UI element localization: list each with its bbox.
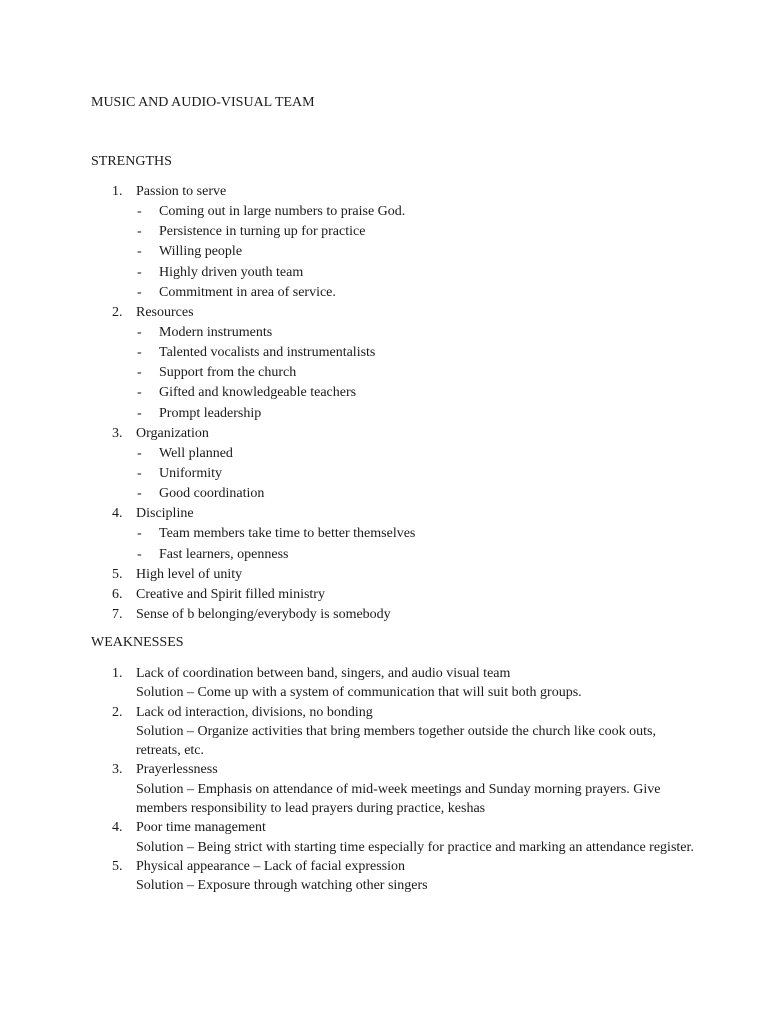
subitem-text: Fast learners, openness — [159, 546, 289, 562]
strength-subitem — [0, 343, 768, 363]
list-number: 2. — [112, 304, 123, 320]
weaknesses-heading: WEAKNESSES — [91, 635, 184, 650]
strength-label: Organization — [136, 425, 209, 441]
strength-item — [0, 424, 768, 505]
list-number: 3. — [112, 425, 123, 441]
subitem-text: Highly driven youth team — [159, 264, 304, 280]
subitem-text: Uniformity — [159, 465, 222, 481]
list-number: 2. — [112, 704, 123, 720]
dash-bullet: - — [137, 224, 142, 240]
strength-subitem — [0, 283, 768, 303]
list-number: 4. — [112, 506, 123, 522]
dash-bullet: - — [137, 465, 142, 481]
strength-subitem — [0, 404, 768, 424]
strength-subitem — [0, 383, 768, 403]
weakness-label: Lack od interaction, divisions, no bonding — [136, 704, 373, 720]
strength-sublist — [0, 524, 768, 564]
dash-bullet: - — [137, 324, 142, 340]
dash-bullet: - — [137, 526, 142, 542]
weakness-solution: Solution – Come up with a system of communication that will suit both groups. — [136, 685, 582, 701]
dash-bullet: - — [137, 546, 142, 562]
list-number: 1. — [112, 184, 123, 199]
weakness-item — [0, 760, 768, 818]
subitem-text: Modern instruments — [159, 324, 273, 340]
strength-item — [0, 565, 768, 585]
weakness-label: Prayerlessness — [136, 762, 218, 778]
dash-bullet: - — [137, 345, 142, 361]
weakness-item — [0, 664, 768, 703]
list-number: 1. — [112, 666, 123, 681]
strengths-heading: STRENGTHS — [91, 154, 172, 169]
subitem-text: Willing people — [159, 244, 243, 260]
subitem-text: Persistence in turning up for practice — [159, 224, 366, 240]
weakness-label: Physical appearance – Lack of facial expression — [136, 858, 405, 874]
strength-subitem — [0, 242, 768, 262]
dash-bullet: - — [137, 244, 142, 260]
document-title: MUSIC AND AUDIO-VISUAL TEAM — [91, 95, 315, 110]
dash-bullet: - — [137, 486, 142, 502]
dash-bullet: - — [137, 204, 142, 220]
weakness-item — [0, 703, 768, 761]
subitem-text: Well planned — [159, 445, 233, 461]
weakness-item — [0, 857, 768, 896]
subitem-text: Prompt leadership — [159, 405, 262, 421]
subitem-text: Good coordination — [159, 486, 265, 502]
strength-label: Resources — [136, 304, 194, 320]
subitem-text: Team members take time to better themselves — [159, 526, 416, 542]
weakness-solution: Solution – Organize activities that bring members together outside the church like cook outs, retreats, etc. — [136, 723, 656, 759]
strength-subitem — [0, 222, 768, 242]
strength-label: Sense of b belonging/everybody is somebody — [136, 606, 391, 622]
strength-item — [0, 182, 768, 303]
strength-subitem — [0, 202, 768, 222]
weakness-solution: Solution – Exposure through watching other singers — [136, 878, 428, 894]
dash-bullet: - — [137, 445, 142, 461]
strength-label: Discipline — [136, 506, 194, 522]
list-number: 3. — [112, 762, 123, 778]
strength-item — [0, 303, 768, 424]
dash-bullet: - — [137, 365, 142, 381]
subitem-text: Support from the church — [159, 365, 297, 381]
strength-sublist — [0, 323, 768, 424]
subitem-text: Talented vocalists and instrumentalists — [159, 345, 376, 361]
strength-label: High level of unity — [136, 566, 243, 582]
strength-subitem — [0, 363, 768, 383]
list-number: 5. — [112, 566, 123, 582]
subitem-text: Commitment in area of service. — [159, 284, 336, 300]
weakness-label: Poor time management — [136, 820, 266, 836]
strength-item — [0, 504, 768, 564]
weaknesses-list — [0, 664, 768, 896]
strength-item — [0, 585, 768, 605]
list-number: 7. — [112, 606, 123, 622]
strength-label: Creative and Spirit filled ministry — [136, 586, 325, 602]
weakness-label: Lack of coordination between band, singers, and audio visual team — [136, 666, 511, 681]
strengths-list — [0, 182, 768, 625]
strength-subitem — [0, 464, 768, 484]
subitem-text: Gifted and knowledgeable teachers — [159, 385, 357, 401]
dash-bullet: - — [137, 405, 142, 421]
strength-subitem — [0, 484, 768, 504]
subitem-text: Coming out in large numbers to praise God. — [159, 204, 406, 220]
weakness-item — [0, 818, 768, 857]
dash-bullet: - — [137, 284, 142, 300]
strength-subitem — [0, 444, 768, 464]
weakness-solution: Solution – Being strict with starting time especially for practice and marking an attendance register. — [136, 839, 694, 855]
strength-subitem — [0, 524, 768, 544]
list-number: 4. — [112, 820, 123, 836]
strength-sublist — [0, 444, 768, 504]
dash-bullet: - — [137, 264, 142, 280]
strength-subitem — [0, 263, 768, 283]
list-number: 5. — [112, 858, 123, 874]
strength-item — [0, 605, 768, 625]
weakness-solution: Solution – Emphasis on attendance of mid-week meetings and Sunday morning prayers. Give members responsibility to lead prayers during practice, keshas — [136, 781, 661, 817]
strength-sublist — [0, 202, 768, 303]
strength-subitem — [0, 323, 768, 343]
dash-bullet: - — [137, 385, 142, 401]
strength-label: Passion to serve — [136, 184, 227, 199]
strength-subitem — [0, 545, 768, 565]
list-number: 6. — [112, 586, 123, 602]
